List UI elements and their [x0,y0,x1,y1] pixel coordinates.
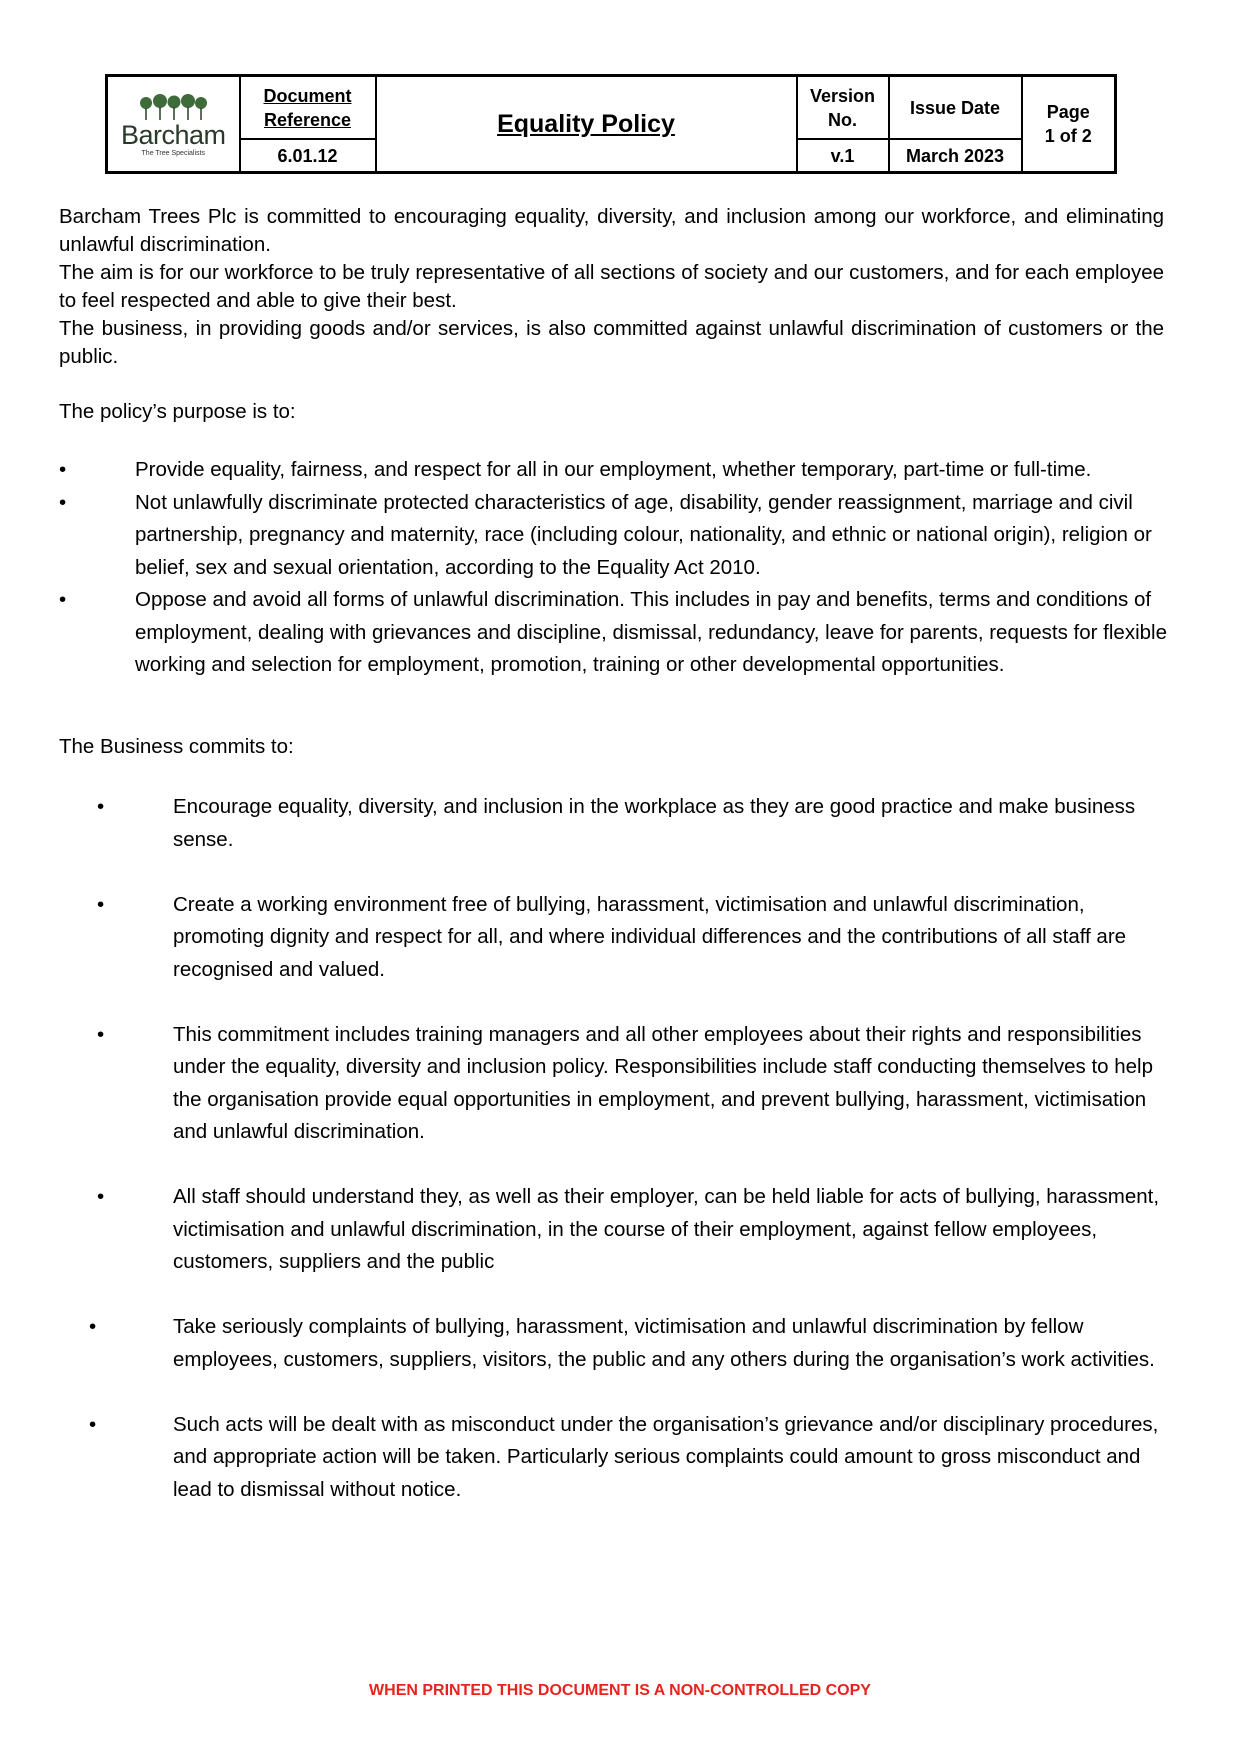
intro-paragraph: The aim is for our workforce to be truly representative of all sections of society and our customers, and for each employee to feel respected and able to give their best. [59,261,1164,312]
list-item-text: Encourage equality, diversity, and inclusion in the workplace as they are good practice and make business sense. [173,795,1136,851]
list-item-text: Take seriously complaints of bullying, harassment, victimisation and unlawful discrimination by fellow employees, customers, suppliers, visitors, the public and any others during the organisation’s work activities. [173,1315,1155,1371]
purpose-heading: The policy’s purpose is to: [59,400,296,423]
list-item [59,1019,1169,1149]
document-header-table [105,74,1117,174]
list-item [59,1311,1169,1376]
list-item [59,791,1169,856]
list-item [59,487,1169,585]
non-controlled-copy-notice: WHEN PRINTED THIS DOCUMENT IS A NON-CONTROLLED COPY [369,1682,871,1699]
issue-date-value: March 2023 [889,139,1022,172]
version-value: v.1 [797,139,889,172]
list-item-text: Such acts will be dealt with as misconduct under the organisation’s grievance and/or disciplinary procedures, and appropriate action will be taken. Particularly serious complaints could amount to gross misconduct and lead to dismissal without notice. [173,1412,1159,1501]
page-indicator [1022,76,1116,173]
bullet: • [59,588,67,611]
logo-tagline: The Tree Specialists [141,149,205,157]
commits-heading: The Business commits to: [59,735,294,758]
list-item-text: Provide equality, fairness, and respect for all in our employment, whether temporary, part-time or full-time. [135,458,1092,481]
bullet: • [59,458,67,481]
version-label: Version No. [797,76,889,140]
company-logo [107,76,240,173]
document-title: Equality Policy [376,76,797,173]
list-item-text: Oppose and avoid all forms of unlawful discrimination. This includes in pay and benefits, terms and conditions of employment, dealing with grievances and discipline, dismissal, redundancy, leave for parents, requests for flexible working and selection for employment, promotion, training or other developmental opportunities. [135,588,1167,676]
document-reference-value: 6.01.12 [240,139,376,172]
commits-list [59,791,1169,1539]
bullet: • [97,1185,105,1208]
logo-wordmark: Barcham [120,119,226,150]
list-item [59,454,1169,487]
bullet: • [89,1412,97,1436]
bullet: • [59,490,67,514]
list-item [59,1409,1169,1507]
purpose-list [59,454,1169,682]
intro-paragraph: The business, in providing goods and/or services, is also committed against unlawful discrimination of customers or the public. [59,317,1164,368]
bullet: • [97,892,105,916]
list-item [59,584,1169,682]
bullet: • [97,795,105,818]
list-item [59,1181,1169,1279]
list-item-text: Not unlawfully discriminate protected characteristics of age, disability, gender reassignment, marriage and civil partnership, pregnancy and maternity, race (including colour, nationality, and ethnic or national origin), religion or belief, sex and sexual orientation, according to the Equality Act 2010. [135,490,1152,579]
trees-logo-icon [138,91,208,121]
page-label: Page [1046,102,1090,122]
intro-paragraph: Barcham Trees Plc is committed to encouraging equality, diversity, and inclusion among our workforce, and eliminating unlawful discrimination. [59,205,1164,256]
list-item-text: All staff should understand they, as well as their employer, can be held liable for acts of bullying, harassment, victimisation and unlawful discrimination, in the course of their employment, against fellow employees, customers, suppliers and the public [173,1185,1160,1273]
bullet: • [89,1315,97,1338]
intro-section [59,203,1164,371]
document-reference-label: Document Reference [240,76,376,140]
list-item-text: This commitment includes training managers and all other employees about their rights and responsibilities under the equality, diversity and inclusion policy. Responsibilities include staff conducting themselves to help the organisation provide equal opportunities in employment, and prevent bullying, harassment, victimisation and unlawful discrimination. [173,1022,1153,1143]
issue-date-label: Issue Date [889,76,1022,140]
list-item [59,889,1169,987]
list-item-text: Create a working environment free of bullying, harassment, victimisation and unlawful discrimination, promoting dignity and respect for all, and where individual differences and the contributions of all staff are recognised and valued. [173,892,1127,981]
page-number: 1 of 2 [1044,126,1092,146]
bullet: • [97,1022,105,1046]
